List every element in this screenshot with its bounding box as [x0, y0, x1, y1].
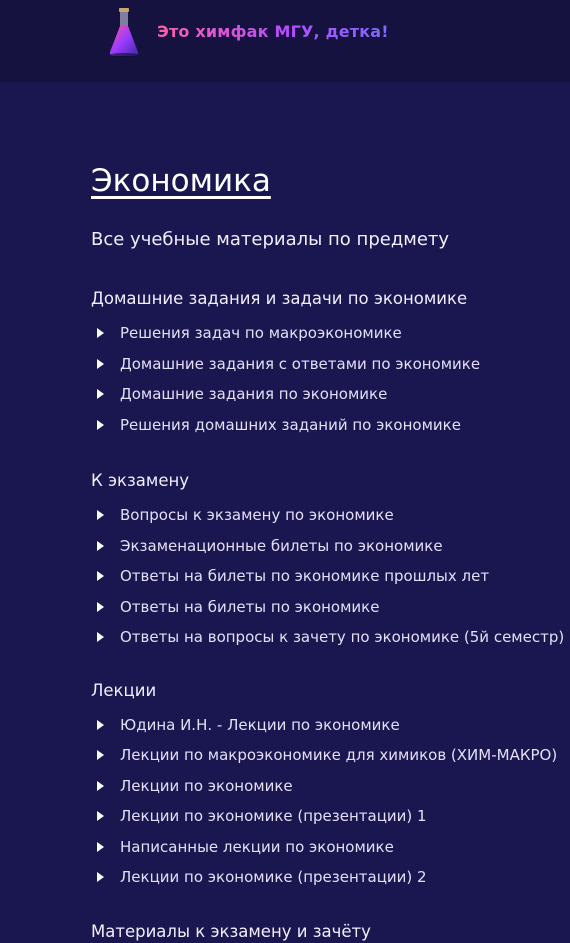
homework-list	[91, 318, 561, 440]
list-item[interactable]	[91, 561, 561, 592]
list-item[interactable]	[91, 531, 561, 562]
exam-list	[91, 500, 565, 653]
site-header	[0, 0, 570, 82]
list-item[interactable]	[91, 801, 561, 832]
list-item[interactable]	[91, 710, 561, 741]
list-item-link[interactable]: Решения задач по макроэкономике	[120, 324, 402, 342]
triangle-bullet-icon	[97, 781, 104, 791]
list-item[interactable]	[91, 318, 561, 349]
triangle-bullet-icon	[97, 750, 104, 760]
page-subtitle: Все учебные материалы по предмету	[91, 229, 450, 250]
triangle-bullet-icon	[97, 541, 104, 551]
list-item-link[interactable]: Ответы на билеты по экономике	[120, 597, 380, 616]
main-content	[91, 160, 565, 943]
triangle-bullet-icon	[97, 602, 104, 612]
list-item-link[interactable]: Домашние задания по экономике	[120, 385, 388, 403]
list-item[interactable]	[91, 592, 561, 623]
triangle-bullet-icon	[97, 328, 104, 338]
triangle-bullet-icon	[97, 632, 104, 642]
list-item-link[interactable]: Вопросы к экзамену по экономике	[120, 506, 394, 524]
list-item[interactable]	[91, 740, 561, 771]
lectures-list	[91, 710, 561, 893]
triangle-bullet-icon	[97, 389, 104, 399]
page-title[interactable]: Экономика	[91, 163, 271, 199]
list-item-link[interactable]: Ответы на билеты по экономике прошлых лет	[120, 567, 490, 585]
list-item[interactable]	[91, 500, 561, 531]
list-item[interactable]	[91, 832, 561, 863]
list-item-link[interactable]: Юдина И.Н. - Лекции по экономике	[120, 715, 400, 734]
triangle-bullet-icon	[97, 842, 104, 852]
list-item-link[interactable]: Решения домашних заданий по экономике	[120, 415, 461, 434]
list-item[interactable]	[91, 410, 561, 441]
section-title-exam-materials: Материалы к экзамену и зачёту	[91, 921, 371, 941]
list-item-link[interactable]: Лекции по экономике (презентации) 2	[120, 868, 427, 886]
flask-logo-icon[interactable]	[104, 6, 144, 58]
section-title-exam: К экзамену	[91, 471, 190, 490]
list-item[interactable]	[91, 622, 565, 653]
list-item[interactable]	[91, 349, 561, 380]
list-item-link[interactable]: Лекции по экономике (презентации) 1	[120, 807, 427, 825]
list-item-link[interactable]: Написанные лекции по экономике	[120, 837, 394, 856]
triangle-bullet-icon	[97, 359, 104, 369]
triangle-bullet-icon	[97, 420, 104, 430]
list-item[interactable]	[91, 862, 561, 893]
triangle-bullet-icon	[97, 720, 104, 730]
triangle-bullet-icon	[97, 872, 104, 882]
section-title-lectures: Лекции	[91, 680, 157, 700]
triangle-bullet-icon	[97, 571, 104, 581]
triangle-bullet-icon	[97, 510, 104, 520]
list-item[interactable]	[91, 771, 561, 802]
list-item-link[interactable]: Лекции по макроэкономике для химиков (ХИМ-МАКРО)	[120, 746, 558, 764]
list-item[interactable]	[91, 379, 561, 410]
list-item-link[interactable]: Лекции по экономике	[120, 776, 293, 795]
list-item-link[interactable]: Ответы на вопросы к зачету по экономике (5й семестр)	[120, 628, 565, 646]
list-item-link[interactable]: Экзаменационные билеты по экономике	[120, 536, 443, 555]
triangle-bullet-icon	[97, 811, 104, 821]
section-title-homework: Домашние задания и задачи по экономике	[91, 289, 468, 308]
site-logo-text[interactable]: Это химфак МГУ, детка!	[157, 22, 389, 41]
list-item-link[interactable]: Домашние задания с ответами по экономике	[120, 354, 481, 373]
